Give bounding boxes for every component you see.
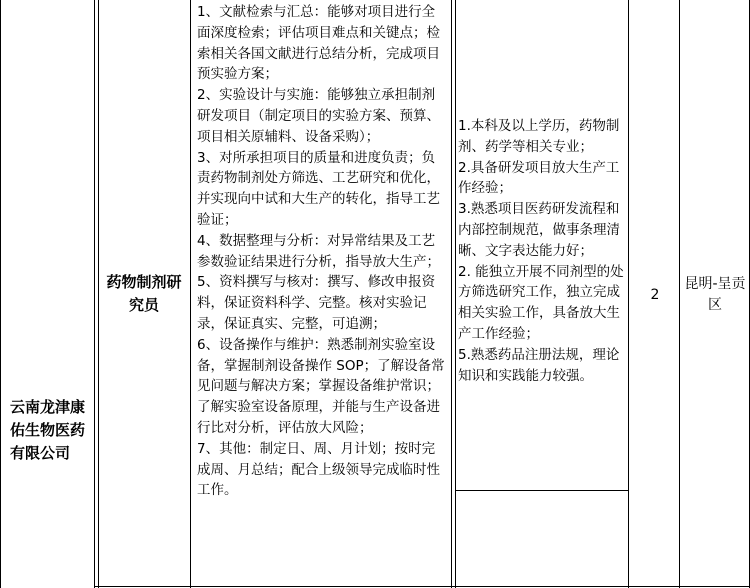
column-divider <box>98 0 99 588</box>
duty-item: 7、其他：制定日、周、月计划；按时完成周、月总结；配合上级领导完成临时性工作。 <box>197 440 440 499</box>
duty-item: 1、文献检索与汇总：能够对项目进行全面深度检索；评估项目难点和关键点；检索相关各国文献进行总结分析，完成项目预实验方案； <box>197 4 440 83</box>
duty-item: 5、资料撰写与核对：撰写、修改申报资料，保证资料科学、完整。核对实验记录，保证真实、完整，可追溯； <box>197 274 436 332</box>
requirement-item: 1.本科及以上学历，药物制剂、药学等相关专业； <box>458 118 620 155</box>
duty-item: 6、设备操作与维护：熟悉制剂实验室设备，掌握制剂设备操作 SOP；了解设备常见问题与解决方案；掌握设备维护常识；了解实验室设备原理，并能与生产设备进行比对分析，评估放大风险； <box>197 336 445 436</box>
position-title: 药物制剂研究员 <box>106 273 182 314</box>
job-requirements <box>458 116 628 386</box>
column-divider <box>94 0 95 588</box>
cell-inner-border <box>455 490 629 491</box>
column-divider <box>679 0 680 588</box>
requirement-item: 2.具备研发项目放大生产工作经验； <box>458 159 620 197</box>
column-divider <box>455 0 456 588</box>
duty-item: 2、实验设计与实施：能够独立承担制剂研发项目（制定项目的实验方案、预算、项目相关原辅料、设备采购）； <box>197 87 440 145</box>
column-divider <box>628 0 629 588</box>
headcount: 2 <box>650 287 660 303</box>
duty-item: 3、对所承担项目的质量和进度负责；负责药物制剂处方筛选、工艺研究和优化，并实现向中试和大生产的转化，指导工艺验证； <box>197 149 440 228</box>
column-divider <box>451 0 452 588</box>
work-location: 昆明-呈贡区 <box>684 276 746 313</box>
job-duties <box>197 2 445 501</box>
column-divider <box>190 0 191 588</box>
table-border-left <box>0 0 1 588</box>
requirement-item: 5.熟悉药品注册法规，理论知识和实践能力较强。 <box>458 346 620 384</box>
duty-item: 4、数据整理与分析：对异常结果及工艺参数验证结果进行分析，指导放大生产； <box>197 232 440 270</box>
row-bottom-border <box>94 586 750 587</box>
company-name: 云南龙津康佑生物医药有限公司 <box>10 398 86 462</box>
requirement-item: 2. 能独立开展不同剂型的处方筛选研究工作，独立完成相关实验工作，具备放大生产工作经验； <box>458 263 624 342</box>
requirement-item: 3.熟悉项目医药研发流程和内部控制规范，做事条理清晰、文字表达能力好； <box>458 201 620 259</box>
